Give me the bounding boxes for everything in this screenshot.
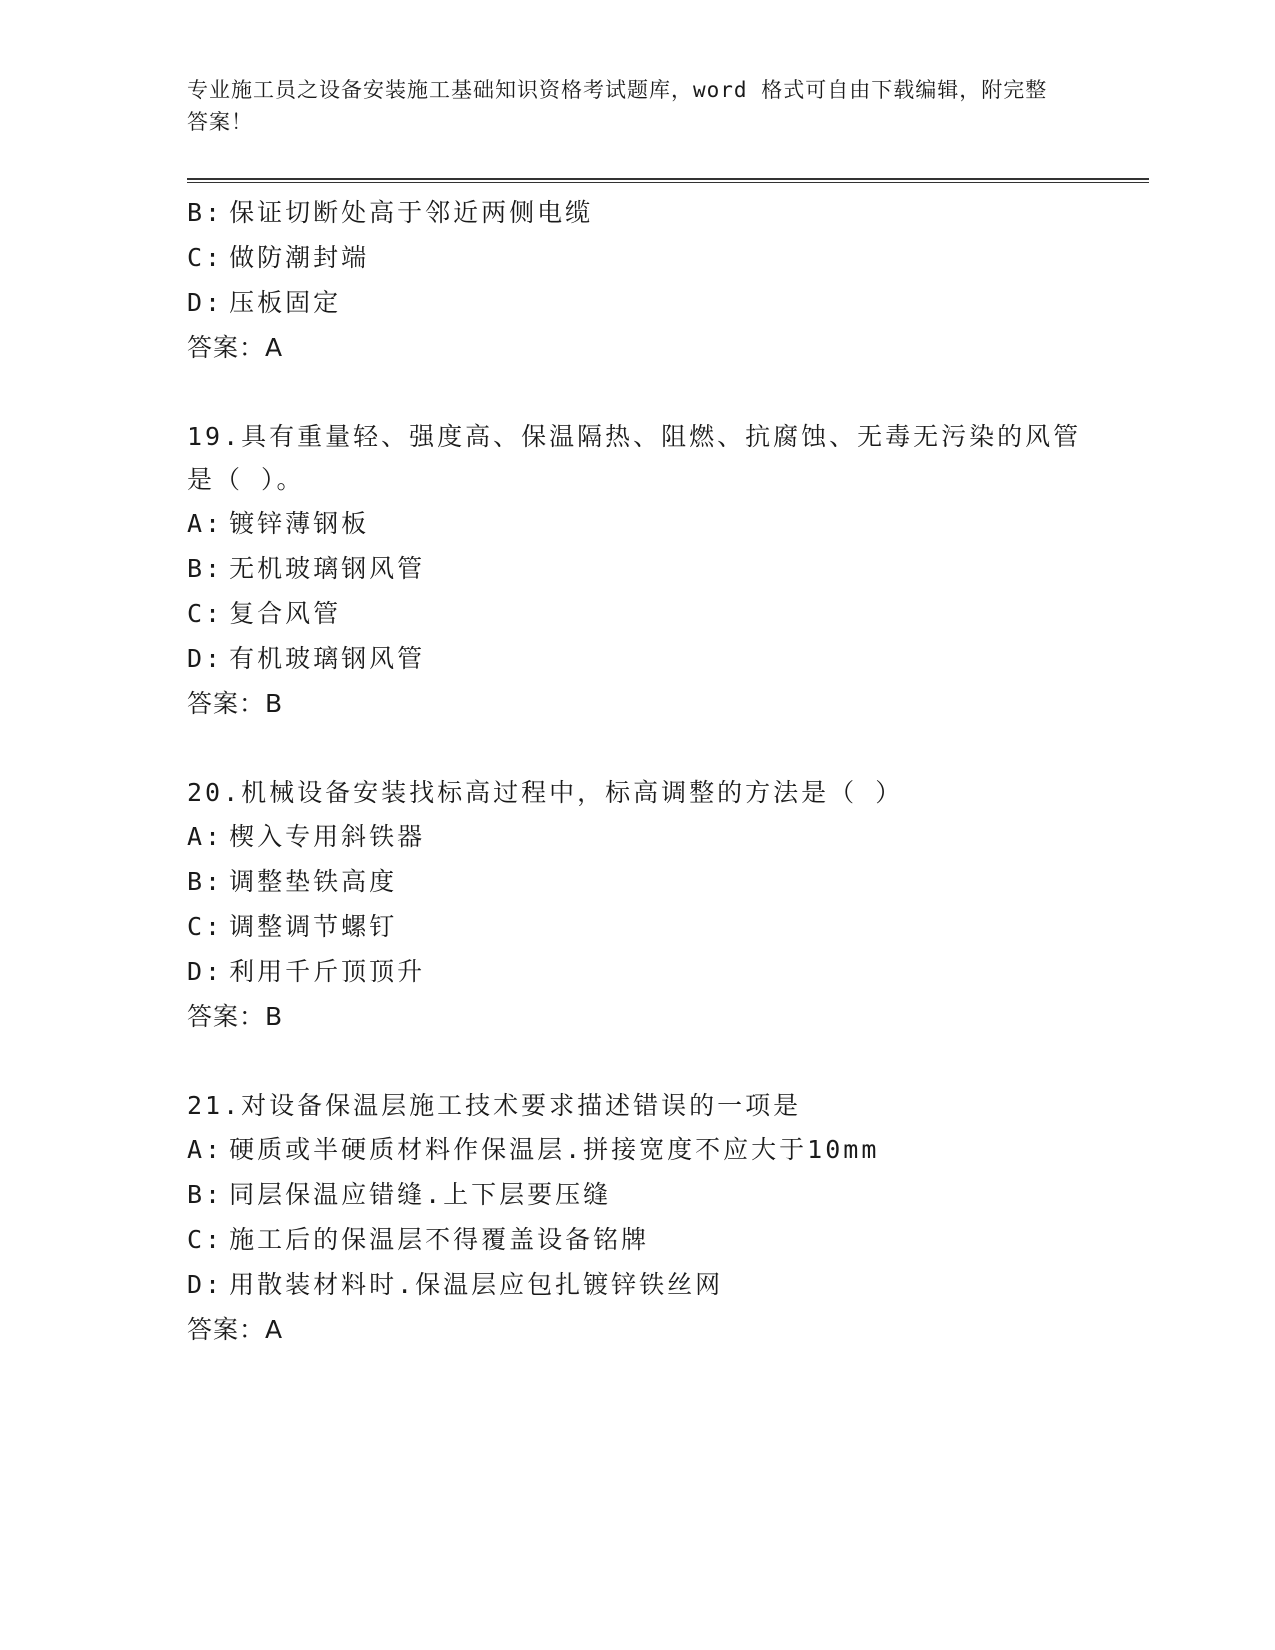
option-text: 利用千斤顶顶升 <box>229 957 426 986</box>
document-header: 专业施工员之设备安装施工基础知识资格考试题库，word 格式可自由下载编辑，附完整答案！ <box>187 78 1048 134</box>
option-line <box>187 1172 1087 1217</box>
answer-line: 答案：A <box>187 1315 284 1344</box>
option-line <box>187 280 1087 325</box>
option-text: 施工后的保温层不得覆盖设备铭牌 <box>229 1225 650 1254</box>
answer-line: 答案：B <box>187 1002 284 1031</box>
answer-line: 答案：A <box>187 333 284 362</box>
question-stem: 19.具有重量轻、强度高、保温隔热、阻燃、抗腐蚀、无毒无污染的风管是（ ）。 <box>187 422 1082 494</box>
option-text: 硬质或半硬质材料作保温层.拼接宽度不应大于10mm <box>229 1135 880 1164</box>
option-key: C: <box>187 912 224 941</box>
option-text: 调整调节螺钉 <box>229 912 398 941</box>
spacer <box>187 370 1087 415</box>
option-key: B: <box>187 198 224 227</box>
spacer <box>187 1039 1087 1084</box>
option-text: 有机玻璃钢风管 <box>229 644 426 673</box>
question-list <box>187 190 1087 1352</box>
option-key: B: <box>187 1180 224 1209</box>
option-text: 楔入专用斜铁器 <box>229 822 426 851</box>
option-text: 压板固定 <box>229 288 342 317</box>
option-text: 用散装材料时.保温层应包扎镀锌铁丝网 <box>229 1270 724 1299</box>
option-key: C: <box>187 1225 224 1254</box>
option-text: 无机玻璃钢风管 <box>229 554 426 583</box>
question-stem: 21.对设备保温层施工技术要求描述错误的一项是 <box>187 1091 802 1120</box>
question-stem: 20.机械设备安装找标高过程中，标高调整的方法是（ ） <box>187 778 904 807</box>
option-line <box>187 949 1087 994</box>
header-divider <box>187 178 1149 180</box>
option-line <box>187 904 1087 949</box>
option-text: 保证切断处高于邻近两侧电缆 <box>229 198 594 227</box>
option-text: 复合风管 <box>229 599 342 628</box>
header-divider-thin <box>187 182 1149 183</box>
option-line <box>187 1217 1087 1262</box>
option-key: A: <box>187 509 224 538</box>
option-key: B: <box>187 554 224 583</box>
option-text: 同层保温应错缝.上下层要压缝 <box>229 1180 612 1209</box>
option-key: D: <box>187 288 224 317</box>
option-line <box>187 235 1087 280</box>
option-key: D: <box>187 957 224 986</box>
option-line <box>187 501 1087 546</box>
option-key: D: <box>187 1270 224 1299</box>
option-key: B: <box>187 867 224 896</box>
option-key: C: <box>187 599 224 628</box>
option-line <box>187 859 1087 904</box>
option-key: D: <box>187 644 224 673</box>
option-text: 做防潮封端 <box>229 243 370 272</box>
option-text: 调整垫铁高度 <box>229 867 398 896</box>
option-line <box>187 814 1087 859</box>
option-key: A: <box>187 1135 224 1164</box>
option-key: A: <box>187 822 224 851</box>
option-key: C: <box>187 243 224 272</box>
option-line <box>187 1262 1087 1307</box>
option-line <box>187 591 1087 636</box>
option-text: 镀锌薄钢板 <box>229 509 370 538</box>
option-line <box>187 190 1087 235</box>
spacer <box>187 726 1087 771</box>
answer-line: 答案：B <box>187 689 284 718</box>
option-line <box>187 546 1087 591</box>
option-line <box>187 636 1087 681</box>
option-line <box>187 1127 1087 1172</box>
